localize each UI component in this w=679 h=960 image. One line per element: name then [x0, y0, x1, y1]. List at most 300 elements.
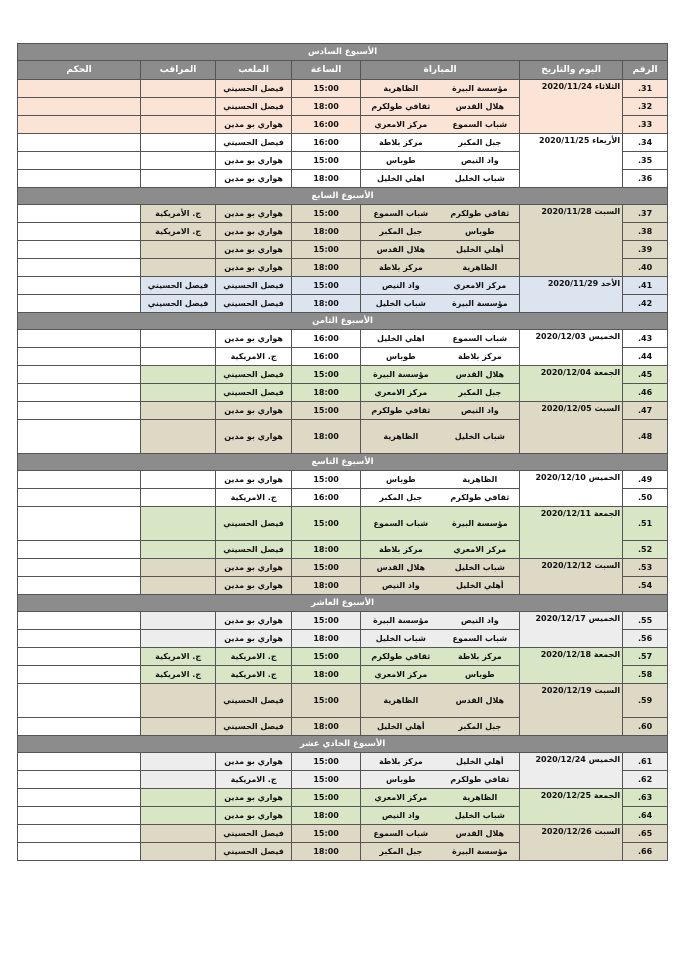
fixture-date: الجمعة 2020/12/18 — [520, 648, 623, 684]
away-team: شباب السموع — [361, 825, 441, 843]
observer — [141, 241, 216, 259]
referee — [18, 507, 141, 541]
stadium: هواري بو مدين — [216, 630, 292, 648]
col-stadium-header: الملعب — [216, 61, 292, 80]
fixture-number: 47. — [623, 402, 668, 420]
observer — [141, 825, 216, 843]
home-team: هلال القدس — [441, 98, 520, 116]
stadium: هواري بو مدين — [216, 789, 292, 807]
observer — [141, 98, 216, 116]
stadium: فيصل الحسيني — [216, 277, 292, 295]
stadium: هواري بو مدين — [216, 807, 292, 825]
fixture-number: 61. — [623, 753, 668, 771]
fixture-date: الجمعة 2020/12/11 — [520, 507, 623, 559]
stadium: ج. الامريكية — [216, 489, 292, 507]
stadium: هواري بو مدين — [216, 152, 292, 170]
away-team: طوباس — [361, 771, 441, 789]
kickoff-time: 18:00 — [292, 718, 361, 736]
home-team: مؤسسة البيرة — [441, 80, 520, 98]
stadium: ج. الامريكية — [216, 666, 292, 684]
kickoff-time: 16:00 — [292, 348, 361, 366]
col-observer-header: المراقب — [141, 61, 216, 80]
away-team: شباب السموع — [361, 507, 441, 541]
away-team: جبل المكبر — [361, 489, 441, 507]
away-team: شباب الخليل — [361, 630, 441, 648]
away-team: شباب الخليل — [361, 295, 441, 313]
stadium: هواري بو مدين — [216, 471, 292, 489]
referee — [18, 753, 141, 771]
referee — [18, 684, 141, 718]
home-team: هلال القدس — [441, 825, 520, 843]
fixture-date: السبت 2020/12/19 — [520, 684, 623, 736]
stadium: فيصل الحسيني — [216, 134, 292, 152]
stadium: فيصل الحسيني — [216, 825, 292, 843]
week-title: الأسبوع الحادي عشر — [18, 736, 668, 753]
kickoff-time: 15:00 — [292, 80, 361, 98]
observer — [141, 630, 216, 648]
stadium: فيصل الحسيني — [216, 507, 292, 541]
fixture-number: 50. — [623, 489, 668, 507]
observer — [141, 384, 216, 402]
away-team: واد النيص — [361, 807, 441, 825]
referee — [18, 843, 141, 861]
referee — [18, 559, 141, 577]
kickoff-time: 16:00 — [292, 116, 361, 134]
away-team: الظاهرية — [361, 80, 441, 98]
home-team: هلال القدس — [441, 684, 520, 718]
fixture-row — [18, 471, 668, 489]
referee — [18, 205, 141, 223]
home-team: ثقافي طولكرم — [441, 205, 520, 223]
home-team: شباب الخليل — [441, 170, 520, 188]
fixture-date: الخميس 2020/12/17 — [520, 612, 623, 648]
fixture-row — [18, 648, 668, 666]
fixture-number: 36. — [623, 170, 668, 188]
fixture-number: 56. — [623, 630, 668, 648]
stadium: هواري بو مدين — [216, 402, 292, 420]
fixture-date: الجمعة 2020/12/04 — [520, 366, 623, 402]
observer — [141, 116, 216, 134]
home-team: أهلي الخليل — [441, 577, 520, 595]
fixture-number: 48. — [623, 420, 668, 454]
referee — [18, 152, 141, 170]
referee — [18, 134, 141, 152]
observer — [141, 577, 216, 595]
home-team: مؤسسة البيرة — [441, 507, 520, 541]
stadium: هواري بو مدين — [216, 612, 292, 630]
kickoff-time: 15:00 — [292, 789, 361, 807]
fixture-row — [18, 684, 668, 718]
fixture-date: الثلاثاء 2020/11/24 — [520, 80, 623, 134]
fixture-date: الخميس 2020/12/03 — [520, 330, 623, 366]
fixture-number: 42. — [623, 295, 668, 313]
observer — [141, 718, 216, 736]
home-team: مؤسسة البيرة — [441, 295, 520, 313]
fixtures-body — [18, 44, 668, 861]
home-team: واد النيص — [441, 402, 520, 420]
observer: ج. الامريكية — [141, 223, 216, 241]
kickoff-time: 18:00 — [292, 843, 361, 861]
stadium: هواري بو مدين — [216, 116, 292, 134]
away-team: هلال القدس — [361, 241, 441, 259]
home-team: شباب السموع — [441, 330, 520, 348]
fixture-number: 57. — [623, 648, 668, 666]
home-team: مركز بلاطة — [441, 648, 520, 666]
away-team: اهلي الخليل — [361, 330, 441, 348]
away-team: جبل المكبر — [361, 223, 441, 241]
stadium: ج. الامريكية — [216, 771, 292, 789]
fixture-number: 31. — [623, 80, 668, 98]
kickoff-time: 15:00 — [292, 366, 361, 384]
kickoff-time: 15:00 — [292, 205, 361, 223]
week-header-row — [18, 44, 668, 61]
referee — [18, 789, 141, 807]
home-team: مركز بلاطة — [441, 348, 520, 366]
observer — [141, 789, 216, 807]
fixture-date: الأحد 2020/11/29 — [520, 277, 623, 313]
away-team: طوباس — [361, 471, 441, 489]
fixtures-table — [17, 43, 668, 861]
away-team: أهلي الخليل — [361, 718, 441, 736]
home-team: هلال القدس — [441, 366, 520, 384]
home-team: جبل المكبر — [441, 134, 520, 152]
referee — [18, 648, 141, 666]
fixture-number: 64. — [623, 807, 668, 825]
column-header-row — [18, 61, 668, 80]
stadium: هواري بو مدين — [216, 223, 292, 241]
kickoff-time: 15:00 — [292, 559, 361, 577]
observer — [141, 80, 216, 98]
stadium: هواري بو مدين — [216, 420, 292, 454]
stadium: هواري بو مدين — [216, 577, 292, 595]
kickoff-time: 15:00 — [292, 648, 361, 666]
observer — [141, 330, 216, 348]
fixture-number: 49. — [623, 471, 668, 489]
home-team: الظاهرية — [441, 789, 520, 807]
week-header-row — [18, 736, 668, 753]
stadium: هواري بو مدين — [216, 753, 292, 771]
kickoff-time: 15:00 — [292, 507, 361, 541]
kickoff-time: 15:00 — [292, 612, 361, 630]
week-header-row — [18, 595, 668, 612]
fixture-row — [18, 789, 668, 807]
kickoff-time: 15:00 — [292, 241, 361, 259]
kickoff-time: 18:00 — [292, 223, 361, 241]
home-team: أهلي الخليل — [441, 753, 520, 771]
observer — [141, 259, 216, 277]
away-team: ثقافي طولكرم — [361, 648, 441, 666]
stadium: هواري بو مدين — [216, 241, 292, 259]
home-team: مركز الامعري — [441, 541, 520, 559]
fixture-number: 58. — [623, 666, 668, 684]
observer — [141, 684, 216, 718]
referee — [18, 348, 141, 366]
fixture-row — [18, 80, 668, 98]
fixture-number: 35. — [623, 152, 668, 170]
referee — [18, 771, 141, 789]
away-team: مركز الامعري — [361, 789, 441, 807]
stadium: هواري بو مدين — [216, 205, 292, 223]
kickoff-time: 18:00 — [292, 666, 361, 684]
stadium: هواري بو مدين — [216, 259, 292, 277]
observer — [141, 489, 216, 507]
fixture-number: 39. — [623, 241, 668, 259]
home-team: الظاهرية — [441, 259, 520, 277]
observer — [141, 559, 216, 577]
fixture-row — [18, 825, 668, 843]
kickoff-time: 18:00 — [292, 98, 361, 116]
away-team: مركز بلاطة — [361, 134, 441, 152]
fixture-date: الخميس 2020/12/24 — [520, 753, 623, 789]
observer: فيصل الحسيني — [141, 295, 216, 313]
home-team: شباب الخليل — [441, 559, 520, 577]
stadium: ج. الامريكية — [216, 348, 292, 366]
fixture-number: 51. — [623, 507, 668, 541]
referee — [18, 807, 141, 825]
observer — [141, 170, 216, 188]
fixture-number: 34. — [623, 134, 668, 152]
kickoff-time: 15:00 — [292, 684, 361, 718]
observer — [141, 402, 216, 420]
fixture-number: 46. — [623, 384, 668, 402]
observer — [141, 471, 216, 489]
week-title: الأسبوع الثامن — [18, 313, 668, 330]
referee — [18, 577, 141, 595]
col-match-header: المباراة — [361, 61, 520, 80]
home-team: الظاهرية — [441, 471, 520, 489]
stadium: فيصل الحسيني — [216, 843, 292, 861]
referee — [18, 259, 141, 277]
fixture-number: 43. — [623, 330, 668, 348]
referee — [18, 241, 141, 259]
referee — [18, 366, 141, 384]
observer: ج. الامريكية — [141, 666, 216, 684]
referee — [18, 541, 141, 559]
week-header-row — [18, 454, 668, 471]
away-team: مركز بلاطة — [361, 259, 441, 277]
away-team: هلال القدس — [361, 559, 441, 577]
kickoff-time: 15:00 — [292, 152, 361, 170]
observer — [141, 152, 216, 170]
stadium: هواري بو مدين — [216, 170, 292, 188]
fixture-number: 66. — [623, 843, 668, 861]
referee — [18, 80, 141, 98]
col-date-header: اليوم والتاريخ — [520, 61, 623, 80]
referee — [18, 612, 141, 630]
stadium: هواري بو مدين — [216, 330, 292, 348]
home-team: مركز الامعري — [441, 277, 520, 295]
fixture-number: 59. — [623, 684, 668, 718]
referee — [18, 170, 141, 188]
fixture-date: السبت 2020/12/05 — [520, 402, 623, 454]
observer — [141, 843, 216, 861]
observer — [141, 507, 216, 541]
home-team: طوباس — [441, 666, 520, 684]
referee — [18, 277, 141, 295]
fixture-row — [18, 753, 668, 771]
referee — [18, 420, 141, 454]
kickoff-time: 15:00 — [292, 402, 361, 420]
kickoff-time: 16:00 — [292, 330, 361, 348]
week-header-row — [18, 188, 668, 205]
fixture-number: 33. — [623, 116, 668, 134]
week-title: الأسبوع السادس — [18, 44, 668, 61]
kickoff-time: 18:00 — [292, 420, 361, 454]
kickoff-time: 15:00 — [292, 277, 361, 295]
observer — [141, 807, 216, 825]
observer: ج. الأمريكية — [141, 205, 216, 223]
kickoff-time: 18:00 — [292, 295, 361, 313]
fixture-number: 32. — [623, 98, 668, 116]
home-team: جبل المكبر — [441, 718, 520, 736]
away-team: مؤسسة البيرة — [361, 366, 441, 384]
week-title: الأسبوع التاسع — [18, 454, 668, 471]
fixture-number: 54. — [623, 577, 668, 595]
observer: فيصل الحسيني — [141, 277, 216, 295]
away-team: مركز بلاطة — [361, 753, 441, 771]
fixture-number: 55. — [623, 612, 668, 630]
fixture-number: 65. — [623, 825, 668, 843]
referee — [18, 116, 141, 134]
stadium: هواري بو مدين — [216, 559, 292, 577]
fixture-date: الجمعة 2020/12/25 — [520, 789, 623, 825]
home-team: شباب السموع — [441, 630, 520, 648]
fixture-number: 52. — [623, 541, 668, 559]
fixture-number: 44. — [623, 348, 668, 366]
fixture-date: السبت 2020/12/26 — [520, 825, 623, 861]
observer — [141, 753, 216, 771]
observer — [141, 771, 216, 789]
home-team: شباب الخليل — [441, 420, 520, 454]
stadium: فيصل الحسيني — [216, 98, 292, 116]
referee — [18, 718, 141, 736]
fixture-number: 45. — [623, 366, 668, 384]
kickoff-time: 18:00 — [292, 259, 361, 277]
fixture-number: 41. — [623, 277, 668, 295]
fixture-row — [18, 507, 668, 541]
away-team: ثقافي طولكرم — [361, 402, 441, 420]
away-team: شباب السموع — [361, 205, 441, 223]
col-num-header: الرقم — [623, 61, 668, 80]
fixture-date: الأربعاء 2020/11/25 — [520, 134, 623, 188]
home-team: جبل المكبر — [441, 384, 520, 402]
away-team: مركز الامعري — [361, 384, 441, 402]
home-team: شباب الخليل — [441, 807, 520, 825]
observer — [141, 134, 216, 152]
away-team: مركز الامعري — [361, 666, 441, 684]
away-team: الظاهرية — [361, 684, 441, 718]
week-title: الأسبوع العاشر — [18, 595, 668, 612]
home-team: ثقافي طولكرم — [441, 771, 520, 789]
week-header-row — [18, 313, 668, 330]
home-team: أهلي الخليل — [441, 241, 520, 259]
fixture-number: 62. — [623, 771, 668, 789]
away-team: ثقافي طولكرم — [361, 98, 441, 116]
referee — [18, 630, 141, 648]
kickoff-time: 15:00 — [292, 753, 361, 771]
stadium: فيصل الحسيني — [216, 384, 292, 402]
col-referee-header: الحكم — [18, 61, 141, 80]
fixture-row — [18, 330, 668, 348]
stadium: فيصل الحسيني — [216, 718, 292, 736]
fixture-row — [18, 402, 668, 420]
kickoff-time: 15:00 — [292, 825, 361, 843]
away-team: جبل المكبر — [361, 843, 441, 861]
stadium: فيصل الحسيني — [216, 295, 292, 313]
kickoff-time: 18:00 — [292, 541, 361, 559]
fixture-date: الخميس 2020/12/10 — [520, 471, 623, 507]
referee — [18, 402, 141, 420]
kickoff-time: 16:00 — [292, 489, 361, 507]
kickoff-time: 18:00 — [292, 384, 361, 402]
observer — [141, 366, 216, 384]
away-team: مركز الامعري — [361, 116, 441, 134]
observer — [141, 541, 216, 559]
away-team: واد النيص — [361, 277, 441, 295]
referee — [18, 295, 141, 313]
away-team: الظاهرية — [361, 420, 441, 454]
referee — [18, 825, 141, 843]
referee — [18, 98, 141, 116]
home-team: ثقافي طولكرم — [441, 489, 520, 507]
observer: ج. الامريكية — [141, 648, 216, 666]
fixture-number: 38. — [623, 223, 668, 241]
kickoff-time: 18:00 — [292, 170, 361, 188]
kickoff-time: 18:00 — [292, 630, 361, 648]
fixture-row — [18, 559, 668, 577]
kickoff-time: 18:00 — [292, 807, 361, 825]
away-team: طوباس — [361, 348, 441, 366]
kickoff-time: 15:00 — [292, 771, 361, 789]
fixture-date: السبت 2020/12/12 — [520, 559, 623, 595]
kickoff-time: 15:00 — [292, 471, 361, 489]
stadium: ج. الامريكية — [216, 648, 292, 666]
observer — [141, 420, 216, 454]
fixture-number: 37. — [623, 205, 668, 223]
home-team: مؤسسة البيرة — [441, 843, 520, 861]
stadium: فيصل الحسيني — [216, 366, 292, 384]
referee — [18, 489, 141, 507]
home-team: واد النيص — [441, 612, 520, 630]
fixture-row — [18, 205, 668, 223]
kickoff-time: 18:00 — [292, 577, 361, 595]
home-team: واد النيص — [441, 152, 520, 170]
away-team: واد النيص — [361, 577, 441, 595]
fixture-number: 60. — [623, 718, 668, 736]
referee — [18, 471, 141, 489]
fixture-number: 53. — [623, 559, 668, 577]
col-time-header: الساعة — [292, 61, 361, 80]
referee — [18, 223, 141, 241]
fixture-row — [18, 134, 668, 152]
home-team: شباب السموع — [441, 116, 520, 134]
fixture-row — [18, 612, 668, 630]
referee — [18, 666, 141, 684]
referee — [18, 384, 141, 402]
stadium: فيصل الحسيني — [216, 684, 292, 718]
observer — [141, 348, 216, 366]
stadium: فيصل الحسيني — [216, 80, 292, 98]
fixture-date: السبت 2020/11/28 — [520, 205, 623, 277]
observer — [141, 612, 216, 630]
fixture-number: 40. — [623, 259, 668, 277]
away-team: مركز بلاطة — [361, 541, 441, 559]
stadium: فيصل الحسيني — [216, 541, 292, 559]
kickoff-time: 16:00 — [292, 134, 361, 152]
fixture-row — [18, 277, 668, 295]
home-team: طوباس — [441, 223, 520, 241]
week-title: الأسبوع السابع — [18, 188, 668, 205]
